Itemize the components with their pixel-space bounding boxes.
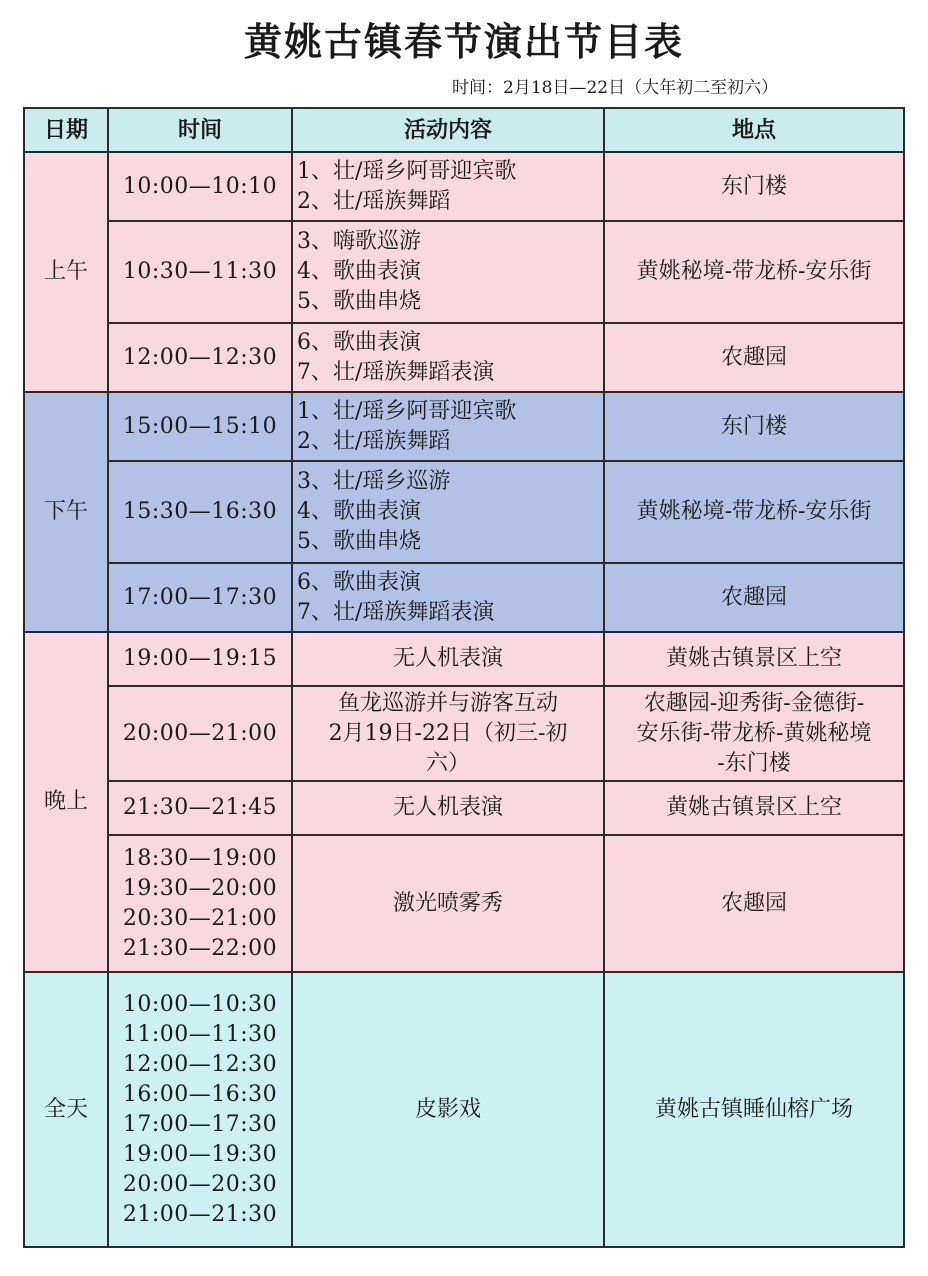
header-time: 时间 [108, 108, 292, 152]
activity-item: 6、歌曲表演 [297, 329, 421, 355]
table-row [24, 461, 904, 563]
time-cell [108, 632, 292, 686]
location-cell: 农趣园 [604, 835, 904, 972]
page-title: 黄姚古镇春节演出节目表 [243, 19, 684, 64]
activity-item: 5、歌曲串烧 [297, 529, 421, 554]
location-cell: 东门楼 [604, 152, 904, 221]
time-slot: 12:00—12:30 [122, 1051, 278, 1077]
location-cell: 农趣园 [604, 563, 904, 632]
time-slot: 10:00—10:30 [122, 991, 278, 1017]
date-range-note: 时间：2月18日—22日（大年初二至初六） [452, 78, 779, 98]
activity-cell [292, 835, 604, 972]
activity-cell [292, 392, 604, 461]
period-evening: 晚上 [24, 632, 108, 972]
time-cell [108, 835, 292, 972]
location-cell: 东门楼 [604, 392, 904, 461]
location-cell: 黄姚古镇景区上空 [604, 632, 904, 686]
location-cell: 黄姚古镇景区上空 [604, 781, 904, 835]
activity-item: 1、壮/瑶乡阿哥迎宾歌 [297, 158, 517, 184]
time-slot: 19:30—20:00 [122, 875, 278, 901]
time-slot: 21:00—21:30 [122, 1201, 278, 1227]
table-row [24, 323, 904, 392]
time-slot: 19:00—19:15 [122, 646, 278, 671]
time-slot: 18:30—19:00 [122, 845, 278, 871]
activity-item: 7、壮/瑶族舞蹈表演 [297, 359, 495, 385]
header-row [24, 108, 904, 152]
schedule-table [23, 107, 905, 1248]
activity-item: 4、歌曲表演 [297, 499, 421, 524]
activity-cell [292, 461, 604, 563]
time-cell [108, 221, 292, 323]
time-cell [108, 563, 292, 632]
time-cell [108, 152, 292, 221]
time-cell [108, 686, 292, 781]
table-row [24, 392, 904, 461]
time-slot: 15:30—16:30 [122, 499, 278, 524]
time-slot: 17:00—17:30 [122, 1111, 278, 1137]
activity-cell [292, 221, 604, 323]
table-row [24, 686, 904, 781]
activity-cell [292, 686, 604, 781]
period-allday: 全天 [24, 972, 108, 1247]
activity-item: 5、歌曲串烧 [297, 289, 421, 314]
time-cell [108, 323, 292, 392]
activity-item: 无人机表演 [392, 646, 503, 671]
time-slot: 17:00—17:30 [122, 584, 278, 610]
activity-cell [292, 152, 604, 221]
time-slot: 15:00—15:10 [122, 413, 278, 439]
time-cell [108, 781, 292, 835]
time-slot: 20:00—20:30 [122, 1171, 278, 1197]
location-cell: 黄姚秘境-带龙桥-安乐街 [604, 221, 904, 323]
time-cell [108, 972, 292, 1247]
table-row [24, 835, 904, 972]
activity-item: 6、歌曲表演 [297, 569, 421, 595]
time-slot: 10:00—10:10 [122, 173, 278, 199]
table-row [24, 221, 904, 323]
activity-item: 鱼龙巡游并与游客互动 [337, 690, 558, 716]
activity-item: 1、壮/瑶乡阿哥迎宾歌 [297, 398, 517, 424]
time-slot: 19:00—19:30 [122, 1141, 278, 1167]
location-line: 安乐街-带龙桥-黄姚秘境 [636, 720, 872, 746]
activity-item: 3、壮/瑶乡巡游 [297, 469, 451, 494]
activity-item: 2月19日-22日（初三-初 [328, 720, 568, 746]
table-row [24, 632, 904, 686]
time-cell [108, 392, 292, 461]
header-date: 日期 [24, 108, 108, 152]
table-row [24, 781, 904, 835]
time-slot: 21:30—21:45 [122, 795, 278, 820]
time-cell [108, 461, 292, 563]
period-afternoon: 下午 [24, 392, 108, 632]
time-slot: 21:30—22:00 [122, 935, 278, 961]
activity-item: 2、壮/瑶族舞蹈 [297, 188, 451, 214]
time-slot: 20:00—21:00 [122, 720, 278, 746]
location-line: -东门楼 [717, 750, 791, 776]
table-row [24, 563, 904, 632]
location-cell [604, 686, 904, 781]
time-slot: 16:00—16:30 [122, 1081, 278, 1107]
table-row [24, 152, 904, 221]
activity-item: 4、歌曲表演 [297, 259, 421, 284]
activity-cell [292, 632, 604, 686]
time-slot: 10:30—11:30 [122, 259, 278, 284]
activity-item: 激光喷雾秀 [392, 890, 503, 916]
activity-item: 无人机表演 [392, 795, 503, 820]
activity-cell: 皮影戏 [292, 972, 604, 1247]
activity-cell [292, 323, 604, 392]
activity-item: 3、嗨歌巡游 [297, 229, 421, 254]
header-location: 地点 [604, 108, 904, 152]
period-morning: 上午 [24, 152, 108, 392]
time-slot: 11:00—11:30 [122, 1021, 278, 1047]
location-cell: 农趣园 [604, 323, 904, 392]
activity-cell [292, 563, 604, 632]
activity-item: 六） [425, 750, 470, 776]
activity-cell [292, 781, 604, 835]
header-activity: 活动内容 [292, 108, 604, 152]
table-row [24, 972, 904, 1247]
location-line: 农趣园-迎秀街-金德街- [643, 690, 865, 716]
time-slot: 12:00—12:30 [122, 344, 278, 370]
activity-item: 2、壮/瑶族舞蹈 [297, 428, 451, 454]
location-cell: 黄姚秘境-带龙桥-安乐街 [604, 461, 904, 563]
time-slot: 20:30—21:00 [122, 905, 278, 931]
activity-item: 7、壮/瑶族舞蹈表演 [297, 599, 495, 625]
location-cell: 黄姚古镇睡仙榕广场 [604, 972, 904, 1247]
